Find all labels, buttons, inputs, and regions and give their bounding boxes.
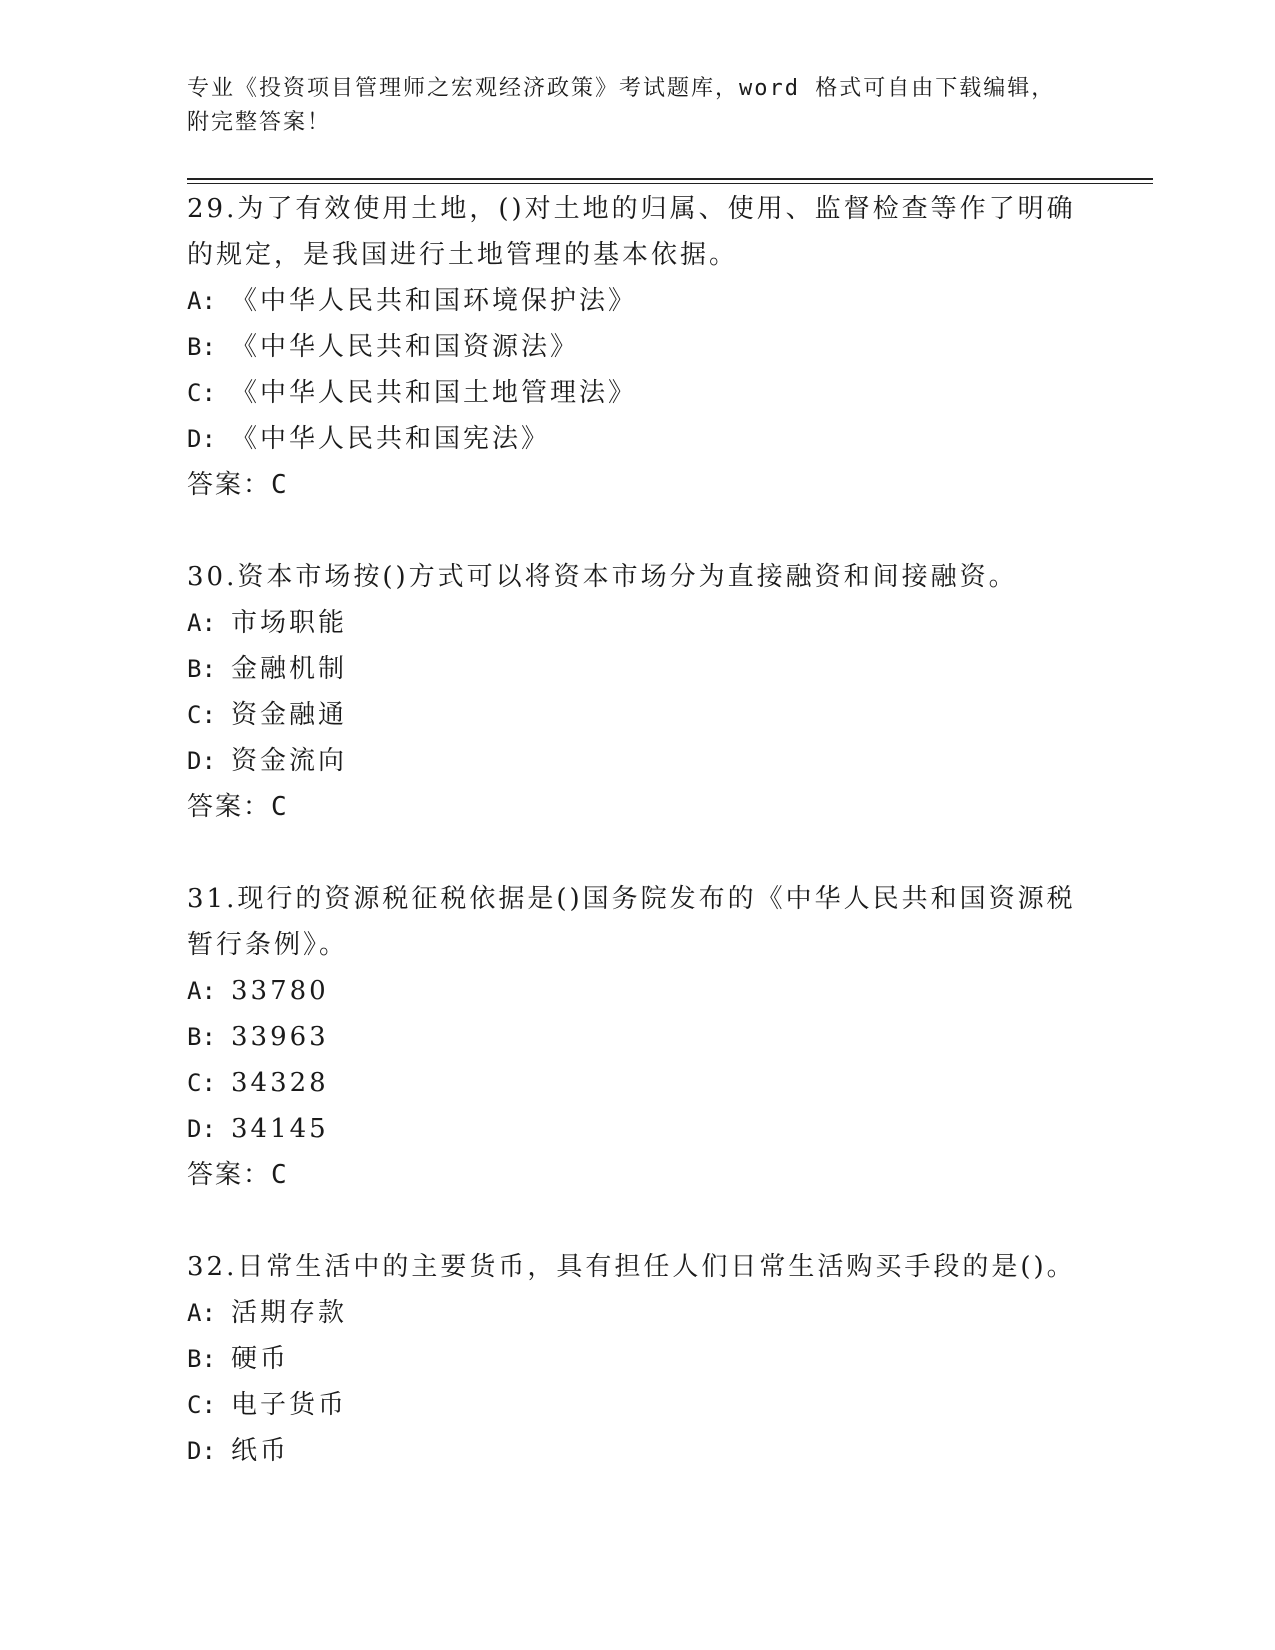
option-text: 33963 — [231, 1022, 329, 1052]
option-text: 《中华人民共和国宪法》 — [231, 424, 551, 454]
question-stem-line-2: 的规定，是我国进行土地管理的基本依据。 — [187, 240, 739, 270]
option-letter: D: — [187, 747, 216, 775]
option-letter: B: — [187, 333, 216, 361]
option-letter: C: — [187, 1391, 216, 1419]
question-stem-line-1: 32.日常生活中的主要货币，具有担任人们日常生活购买手段的是()。 — [187, 1252, 1076, 1282]
question-stem — [187, 1244, 1087, 1290]
option-letter: A: — [187, 609, 216, 637]
option-c — [187, 370, 1087, 416]
option-text: 34328 — [231, 1068, 329, 1098]
option-text: 金融机制 — [231, 654, 348, 684]
option-text: 电子货币 — [231, 1390, 348, 1420]
question-spacer — [187, 508, 1087, 554]
option-c — [187, 692, 1087, 738]
question-stem-line-2: 暂行条例》。 — [187, 930, 349, 960]
option-c — [187, 1382, 1087, 1428]
option-letter: A: — [187, 977, 216, 1005]
answer-value: C — [271, 1160, 289, 1190]
option-text: 《中华人民共和国资源法》 — [231, 332, 580, 362]
question-stem — [187, 876, 1087, 968]
question-spacer — [187, 1198, 1087, 1244]
option-text: 资金流向 — [231, 746, 348, 776]
option-text: 活期存款 — [231, 1298, 348, 1328]
answer-value: C — [271, 470, 289, 500]
answer-line — [187, 1152, 1087, 1198]
question-30 — [187, 554, 1087, 830]
answer-value: C — [271, 792, 289, 822]
option-text: 33780 — [231, 976, 329, 1006]
option-b — [187, 646, 1087, 692]
option-d — [187, 416, 1087, 462]
answer-label: 答案： — [187, 1160, 272, 1190]
option-letter: C: — [187, 1069, 216, 1097]
answer-label: 答案： — [187, 470, 272, 500]
option-text: 硬币 — [231, 1344, 290, 1374]
question-29 — [187, 186, 1087, 508]
question-stem — [187, 186, 1087, 278]
question-31 — [187, 876, 1087, 1198]
question-32 — [187, 1244, 1087, 1474]
header-divider-thick — [187, 178, 1153, 180]
option-a — [187, 600, 1087, 646]
option-a — [187, 1290, 1087, 1336]
option-a — [187, 968, 1087, 1014]
option-text: 资金融通 — [231, 700, 348, 730]
option-text: 市场职能 — [231, 608, 348, 638]
option-text: 《中华人民共和国环境保护法》 — [231, 286, 638, 316]
option-b — [187, 1336, 1087, 1382]
option-letter: C: — [187, 701, 216, 729]
option-letter: D: — [187, 425, 216, 453]
option-d — [187, 738, 1087, 784]
option-letter: D: — [187, 1115, 216, 1143]
option-letter: B: — [187, 1023, 216, 1051]
question-spacer — [187, 830, 1087, 876]
option-d — [187, 1106, 1087, 1152]
option-b — [187, 324, 1087, 370]
document-header — [187, 72, 1067, 140]
option-letter: C: — [187, 379, 216, 407]
option-letter: B: — [187, 1345, 216, 1373]
question-stem-line-1: 29.为了有效使用土地，()对土地的归属、使用、监督检查等作了明确 — [187, 194, 1076, 224]
answer-line — [187, 784, 1087, 830]
option-text: 纸币 — [231, 1436, 290, 1466]
option-c — [187, 1060, 1087, 1106]
option-letter: D: — [187, 1437, 216, 1465]
header-divider-thin — [187, 183, 1153, 184]
header-line-1: 专业《投资项目管理师之宏观经济政策》考试题库，word 格式可自由下载编辑， — [187, 76, 1056, 101]
answer-line — [187, 462, 1087, 508]
option-text: 《中华人民共和国土地管理法》 — [231, 378, 638, 408]
header-line-2: 附完整答案！ — [187, 110, 332, 135]
question-stem — [187, 554, 1087, 600]
option-d — [187, 1428, 1087, 1474]
answer-label: 答案： — [187, 792, 272, 822]
question-list — [187, 186, 1087, 1474]
option-text: 34145 — [231, 1114, 329, 1144]
option-letter: A: — [187, 1299, 216, 1327]
question-stem-line-1: 30.资本市场按()方式可以将资本市场分为直接融资和间接融资。 — [187, 562, 1018, 592]
option-letter: A: — [187, 287, 216, 315]
option-letter: B: — [187, 655, 216, 683]
option-b — [187, 1014, 1087, 1060]
question-stem-line-1: 31.现行的资源税征税依据是()国务院发布的《中华人民共和国资源税 — [187, 884, 1076, 914]
option-a — [187, 278, 1087, 324]
